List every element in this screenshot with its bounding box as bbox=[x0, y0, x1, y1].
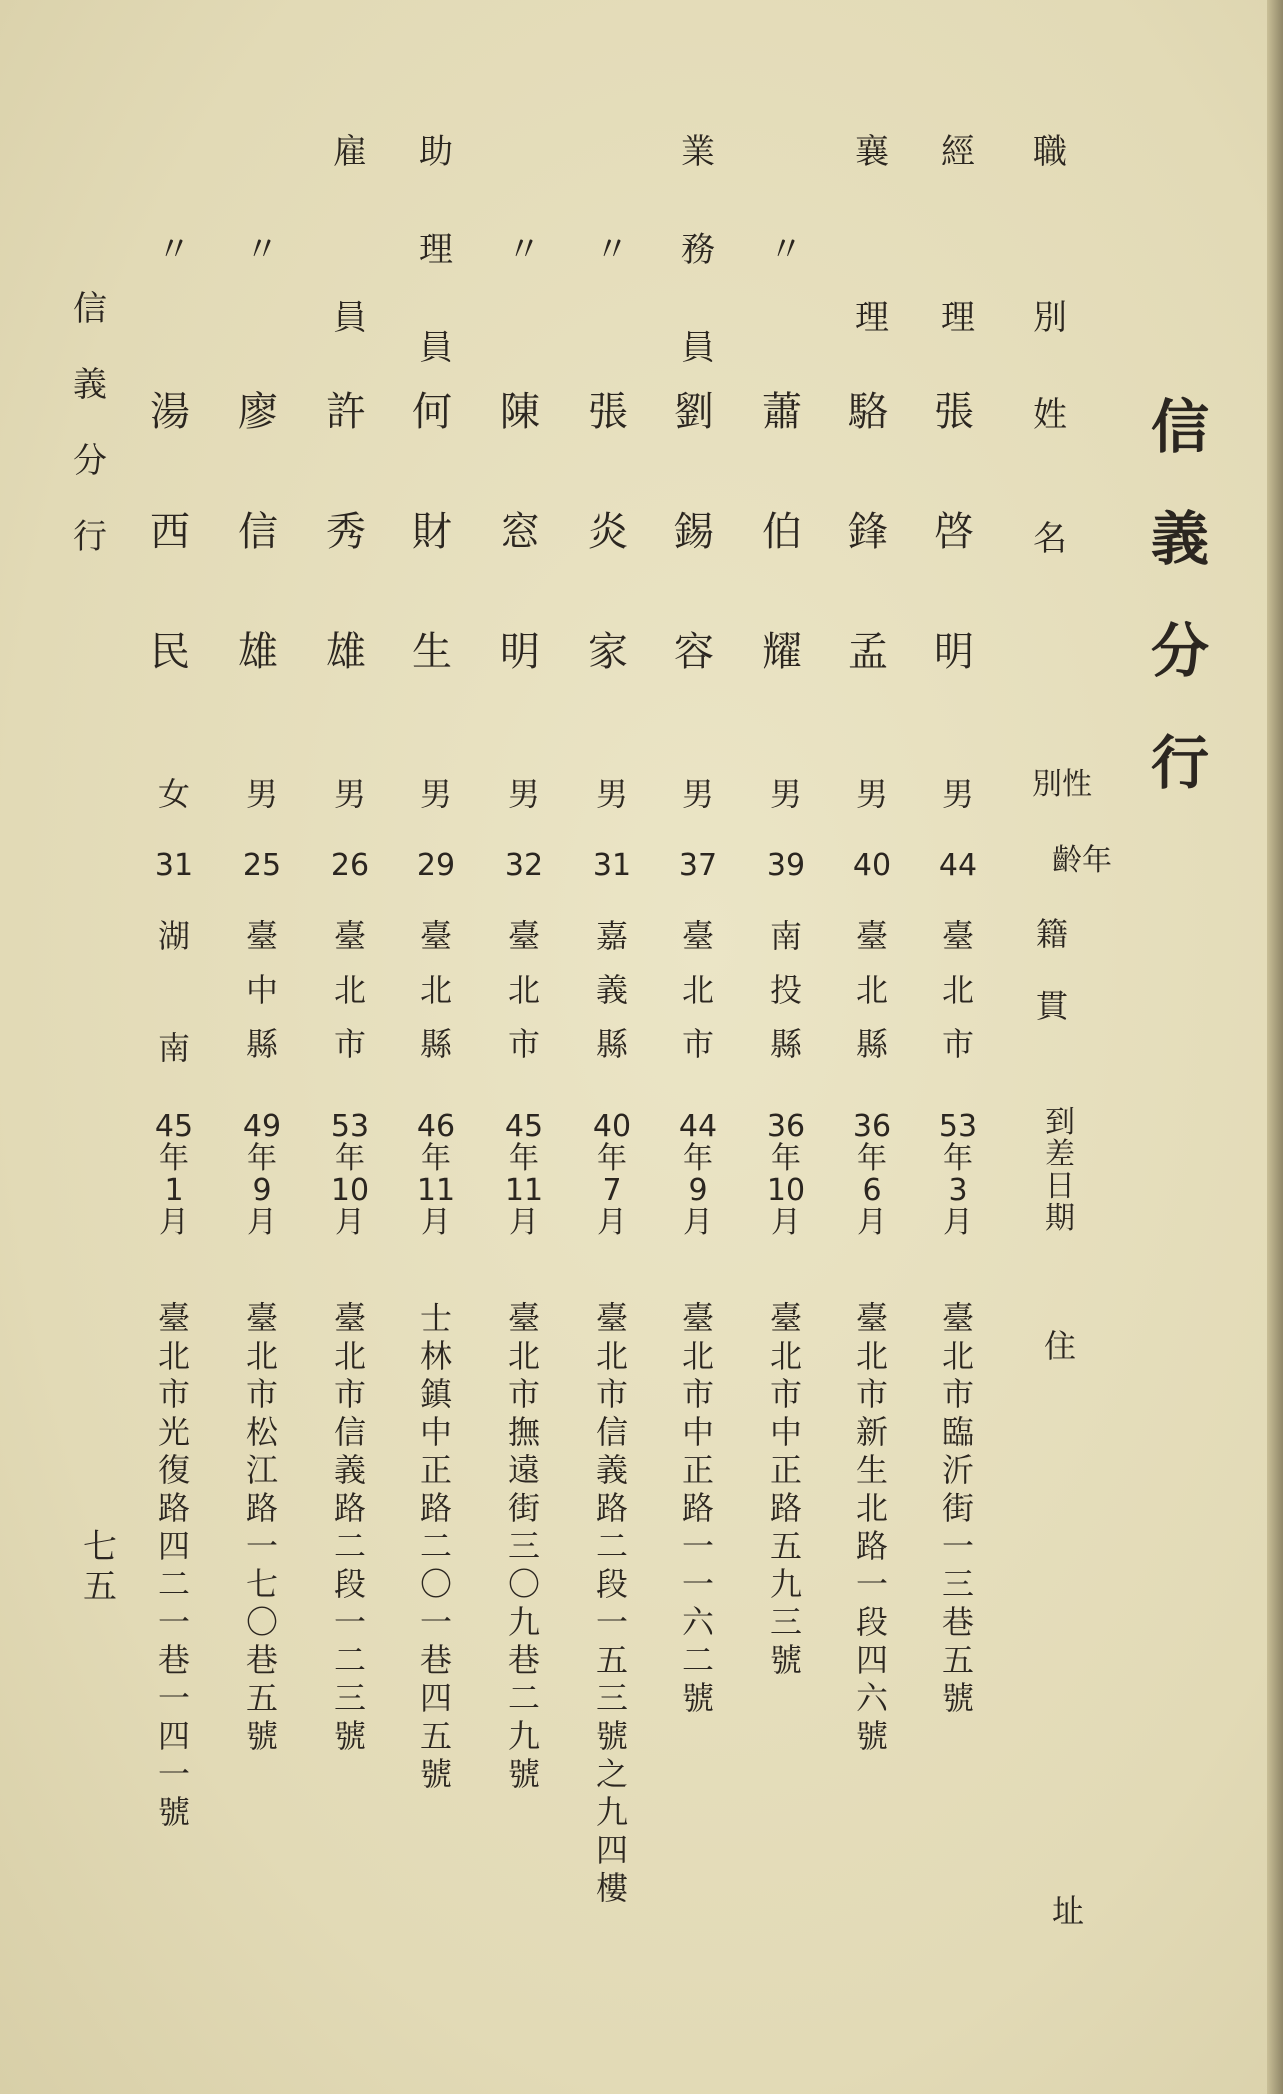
cell-name: 蕭 伯 耀 bbox=[762, 389, 802, 675]
cell-name: 廖 信 雄 bbox=[238, 389, 278, 675]
cell-sex: 男 bbox=[333, 775, 366, 813]
cell-name: 湯 西 民 bbox=[150, 389, 190, 675]
cell-address: 臺 北 市 松 江 路 一 七 〇 巷 五 號 bbox=[245, 1299, 278, 1755]
cell-position: 〃 bbox=[769, 230, 803, 270]
cell-age: 31 bbox=[154, 848, 194, 883]
cell-native: 湖 南 bbox=[157, 917, 190, 1067]
cell-position: 業 務 員 bbox=[681, 132, 715, 368]
page-title: 信 義 分 行 bbox=[1150, 393, 1209, 797]
page-edge bbox=[1267, 0, 1283, 2094]
cell-sex: 男 bbox=[941, 775, 974, 813]
cell-arrival-date: 46 年 11 月 bbox=[416, 1109, 456, 1240]
cell-sex: 男 bbox=[245, 775, 278, 813]
cell-name: 劉 錫 容 bbox=[674, 389, 714, 675]
cell-sex: 女 bbox=[157, 775, 190, 813]
header-native: 籍 貫 bbox=[1035, 915, 1068, 1025]
header-name: 姓 名 bbox=[1033, 395, 1067, 559]
cell-age: 39 bbox=[766, 848, 806, 883]
cell-sex: 男 bbox=[681, 775, 714, 813]
page-number: 七 五 bbox=[83, 1527, 117, 1607]
cell-sex: 男 bbox=[769, 775, 802, 813]
cell-name: 駱 鋒 孟 bbox=[848, 389, 888, 675]
cell-position: 〃 bbox=[157, 230, 191, 270]
cell-arrival-date: 45 年 11 月 bbox=[504, 1109, 544, 1240]
cell-position: 〃 bbox=[507, 230, 541, 270]
cell-address: 臺 北 市 撫 遠 街 三 〇 九 巷 二 九 號 bbox=[507, 1299, 540, 1793]
cell-address: 臺 北 市 信 義 路 二 段 一 五 三 號 之 九 四 樓 bbox=[595, 1299, 628, 1907]
cell-name: 何 財 生 bbox=[412, 389, 452, 675]
cell-address: 臺 北 市 信 義 路 二 段 一 二 三 號 bbox=[333, 1299, 366, 1755]
cell-position: 〃 bbox=[595, 230, 629, 270]
cell-native: 臺 中 縣 bbox=[245, 917, 278, 1063]
cell-position: 助 理 員 bbox=[419, 132, 453, 368]
cell-age: 32 bbox=[504, 848, 544, 883]
cell-native: 臺 北 市 bbox=[941, 917, 974, 1063]
cell-position: 雇 員 bbox=[333, 132, 367, 338]
cell-address: 臺 北 市 中 正 路 一 一 六 二 號 bbox=[681, 1299, 714, 1717]
cell-age: 44 bbox=[938, 848, 978, 883]
cell-native: 南 投 縣 bbox=[769, 917, 802, 1063]
cell-age: 40 bbox=[852, 848, 892, 883]
cell-address: 臺 北 市 臨 沂 街 一 三 巷 五 號 bbox=[941, 1299, 974, 1717]
cell-address: 臺 北 市 新 生 北 路 一 段 四 六 號 bbox=[855, 1299, 888, 1755]
cell-arrival-date: 40 年 7 月 bbox=[592, 1109, 632, 1240]
cell-address: 臺 北 市 中 正 路 五 九 三 號 bbox=[769, 1299, 802, 1679]
cell-name: 陳 窓 明 bbox=[500, 389, 540, 675]
cell-sex: 男 bbox=[855, 775, 888, 813]
cell-name: 許 秀 雄 bbox=[326, 389, 366, 675]
header-arrival-date: 到 差 日 期 bbox=[1045, 1105, 1075, 1236]
cell-address: 臺 北 市 光 復 路 四 二 一 巷 一 四 一 號 bbox=[157, 1299, 190, 1831]
cell-name: 張 啓 明 bbox=[934, 389, 974, 675]
cell-native: 臺 北 市 bbox=[333, 917, 366, 1063]
header-sex: 別 性 bbox=[1032, 767, 1092, 802]
cell-name: 張 炎 家 bbox=[588, 389, 628, 675]
cell-age: 29 bbox=[416, 848, 456, 883]
cell-native: 臺 北 縣 bbox=[419, 917, 452, 1063]
header-position: 職 別 bbox=[1033, 132, 1067, 338]
running-header: 信 義 分 行 bbox=[73, 289, 107, 557]
cell-native: 嘉 義 縣 bbox=[595, 917, 628, 1063]
cell-arrival-date: 45 年 1 月 bbox=[154, 1109, 194, 1240]
cell-address: 士 林 鎮 中 正 路 二 〇 一 巷 四 五 號 bbox=[419, 1299, 452, 1793]
cell-sex: 男 bbox=[507, 775, 540, 813]
cell-native: 臺 北 縣 bbox=[855, 917, 888, 1063]
cell-arrival-date: 36 年 10 月 bbox=[766, 1109, 806, 1240]
cell-age: 25 bbox=[242, 848, 282, 883]
cell-arrival-date: 36 年 6 月 bbox=[852, 1109, 892, 1240]
cell-age: 26 bbox=[330, 848, 370, 883]
cell-position: 〃 bbox=[245, 230, 279, 270]
header-address-2: 址 bbox=[1051, 1892, 1084, 1930]
cell-position: 襄 理 bbox=[855, 132, 889, 338]
cell-arrival-date: 53 年 3 月 bbox=[938, 1109, 978, 1240]
header-age: 齡 年 bbox=[1052, 843, 1112, 878]
cell-native: 臺 北 市 bbox=[507, 917, 540, 1063]
header-address-1: 住 bbox=[1043, 1327, 1076, 1365]
cell-age: 37 bbox=[678, 848, 718, 883]
cell-arrival-date: 53 年 10 月 bbox=[330, 1109, 370, 1240]
cell-sex: 男 bbox=[419, 775, 452, 813]
cell-arrival-date: 49 年 9 月 bbox=[242, 1109, 282, 1240]
cell-arrival-date: 44 年 9 月 bbox=[678, 1109, 718, 1240]
cell-age: 31 bbox=[592, 848, 632, 883]
cell-position: 經 理 bbox=[941, 132, 975, 338]
cell-native: 臺 北 市 bbox=[681, 917, 714, 1063]
cell-sex: 男 bbox=[595, 775, 628, 813]
